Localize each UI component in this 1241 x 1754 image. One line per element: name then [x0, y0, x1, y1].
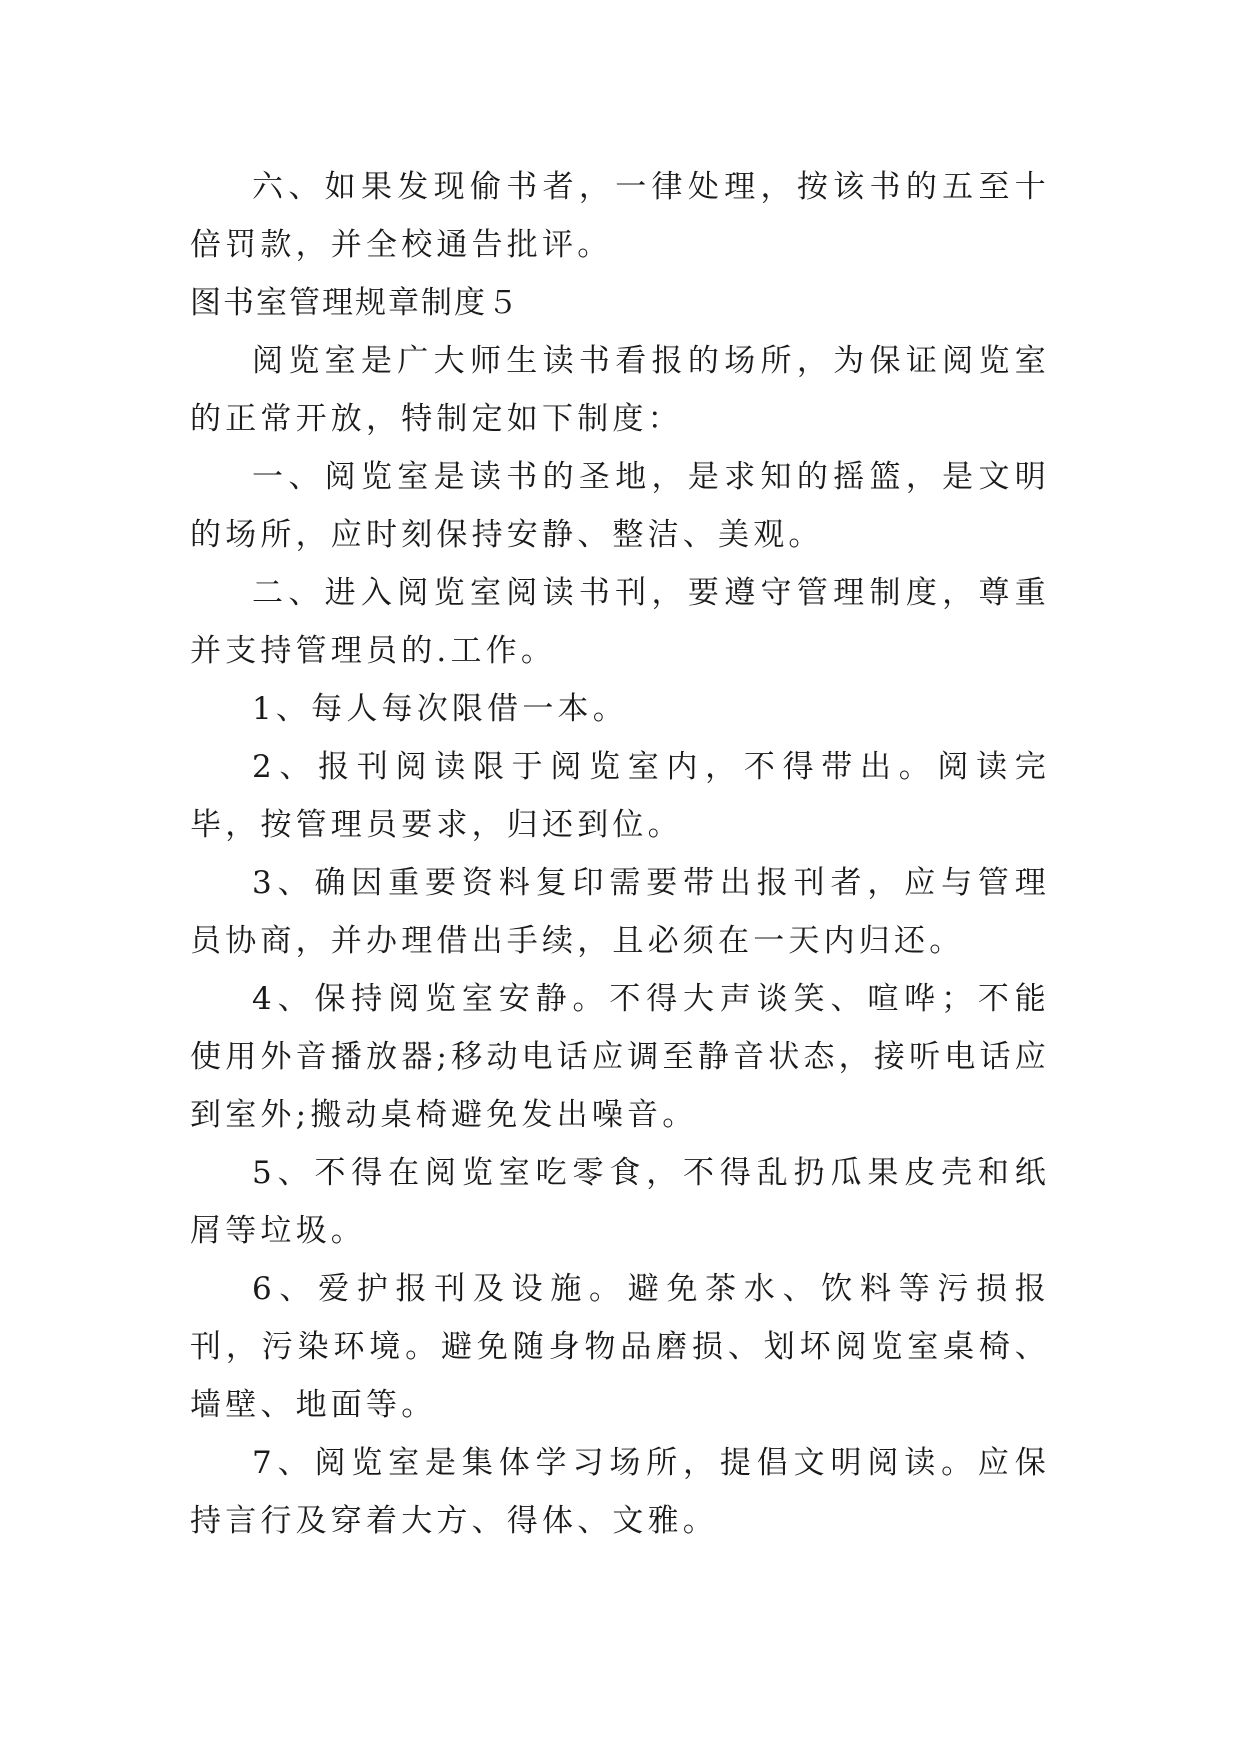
paragraph-rule-7: 7、阅览室是集体学习场所，提倡文明阅读。应保持言行及穿着大方、得体、文雅。 — [190, 1445, 1050, 1539]
paragraph-rule-1: 1、每人每次限借一本。 — [252, 691, 628, 727]
paragraph-rule-3: 3、确因重要资料复印需要带出报刊者，应与管理员协商，并办理借出手续，且必须在一天内归还。 — [190, 865, 1050, 959]
section-heading: 图书室管理规章制度５ — [190, 285, 520, 321]
paragraph-rule-4: 4、保持阅览室安静。不得大声谈笑、喧哗；不能使用外音播放器;移动电话应调至静音状态，接听电话应到室外;搬动桌椅避免发出噪音。 — [190, 981, 1050, 1133]
paragraph-item-6: 六、如果发现偷书者，一律处理，按该书的五至十倍罚款，并全校通告批评。 — [190, 169, 1050, 263]
paragraph-item-2: 二、进入阅览室阅读书刊，要遵守管理制度，尊重并支持管理员的.工作。 — [190, 575, 1050, 669]
paragraph-rule-5: 5、不得在阅览室吃零食，不得乱扔瓜果皮壳和纸屑等垃圾。 — [190, 1155, 1050, 1249]
paragraph-item-1: 一、阅览室是读书的圣地，是求知的摇篮，是文明的场所，应时刻保持安静、整洁、美观。 — [190, 459, 1050, 553]
document-page — [190, 158, 1050, 1550]
paragraph-rule-2: 2、报刊阅读限于阅览室内，不得带出。阅读完毕，按管理员要求，归还到位。 — [190, 749, 1050, 843]
paragraph-intro: 阅览室是广大师生读书看报的场所，为保证阅览室的正常开放，特制定如下制度： — [190, 343, 1050, 437]
paragraph-rule-6: 6、爱护报刊及设施。避免茶水、饮料等污损报刊，污染环境。避免随身物品磨损、划坏阅览室桌椅、墙壁、地面等。 — [190, 1271, 1050, 1423]
